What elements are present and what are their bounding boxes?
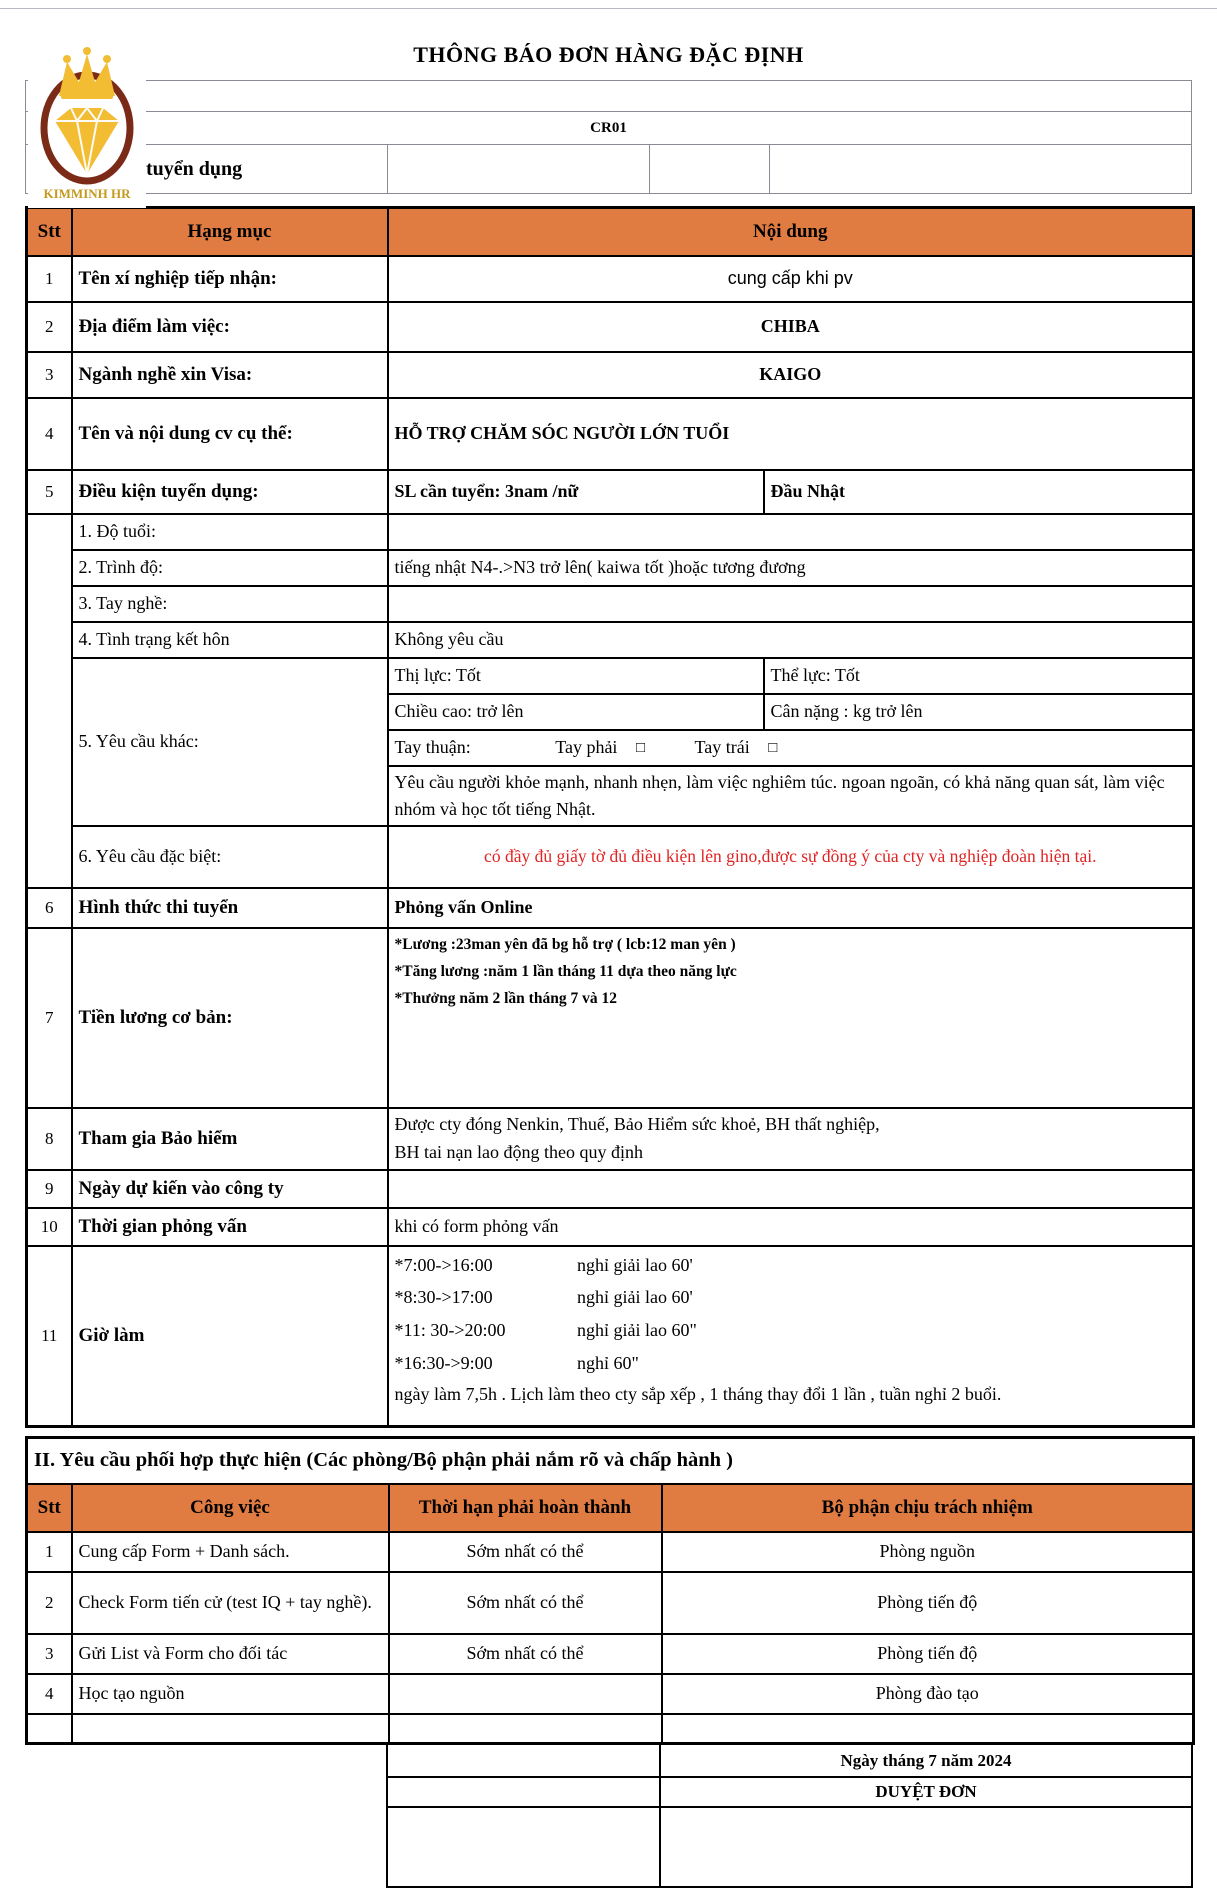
row-work-location — [27, 302, 1194, 352]
age-value — [388, 514, 1194, 550]
schedule-time: *11: 30->20:00 — [394, 1320, 506, 1340]
task-row — [27, 1532, 1194, 1572]
insurance-details — [388, 1108, 1194, 1170]
row2-value: CHIBA — [388, 302, 1194, 352]
hand-left-label: Tay trái — [694, 737, 750, 757]
salary-details — [388, 928, 1194, 1108]
row9-label: Ngày dự kiến vào công ty — [72, 1170, 388, 1208]
age-label: 1. Độ tuổi: — [72, 514, 388, 550]
task-no: 4 — [27, 1674, 72, 1714]
row5-entry: Đầu Nhật — [764, 470, 1194, 514]
empty-task-row — [27, 1714, 1194, 1744]
form-code-row — [25, 112, 1192, 145]
row8-label: Tham gia Bảo hiểm — [72, 1108, 388, 1170]
left-hand-checkbox[interactable]: □ — [768, 740, 778, 756]
sec-header-stt: Stt — [27, 1484, 72, 1532]
right-hand-checkbox[interactable]: □ — [635, 740, 645, 756]
empty-cell — [662, 1714, 1194, 1744]
row10-no: 10 — [27, 1208, 72, 1246]
insurance-line: BH tai nạn lao động theo quy định — [394, 1141, 643, 1162]
row3-no: 3 — [27, 352, 72, 398]
empty-cell — [72, 1714, 389, 1744]
row1-value: cung cấp khi pv — [388, 256, 1194, 302]
date-row — [25, 1745, 1192, 1777]
task-department: Phòng tiến độ — [662, 1634, 1194, 1674]
schedule-break: nghỉ giải lao 60' — [577, 1287, 693, 1308]
weight-value: Cân nặng : kg trở lên — [764, 694, 1194, 730]
header-stt: Stt — [27, 208, 72, 256]
row11-no: 11 — [27, 1246, 72, 1427]
section2-heading-row — [27, 1438, 1194, 1484]
row4-label: Tên và nội dung cv cụ thể: — [72, 398, 388, 470]
page-top-rule — [0, 8, 1217, 9]
task-department: Phòng nguồn — [662, 1532, 1194, 1572]
row10-label: Thời gian phỏng vấn — [72, 1208, 388, 1246]
row3-label: Ngành nghề xin Visa: — [72, 352, 388, 398]
task-name: Check Form tiến cử (test IQ + tay nghề). — [72, 1572, 389, 1634]
approval-block — [25, 1745, 1193, 1888]
marriage-label: 4. Tình trạng kết hôn — [72, 622, 388, 658]
schedule-time: *7:00->16:00 — [394, 1254, 493, 1275]
spacer-cell — [25, 1745, 387, 1777]
row2-label: Địa điểm làm việc: — [72, 302, 388, 352]
hand-label: Tay thuận: — [394, 737, 471, 757]
company-logo — [28, 32, 146, 208]
task-no: 3 — [27, 1634, 72, 1674]
row-base-salary — [27, 928, 1194, 1108]
schedule-break: nghỉ giải lao 60' — [577, 1254, 693, 1275]
task-row — [27, 1572, 1194, 1634]
recruit-empty-cell-2 — [649, 145, 769, 193]
row3-value: KAIGO — [388, 352, 1194, 398]
schedule-break: nghỉ giải lao 60" — [577, 1320, 697, 1340]
level-value: tiếng nhật N4-.>N3 trở lên( kaiwa tốt )hoặc tương đương — [388, 550, 1194, 586]
vision-value: Thị lực: Tốt — [388, 658, 764, 694]
coordination-table — [25, 1436, 1195, 1745]
empty-cell — [389, 1714, 662, 1744]
empty-box-cell — [387, 1807, 660, 1887]
working-hours-note: ngày làm 7,5h . Lịch làm theo cty sắp xếp , 1 tháng thay đổi 1 lần , tuần nghỉ 2 buổi. — [394, 1383, 1002, 1404]
schedule-line — [395, 1347, 1187, 1380]
row-skill — [27, 586, 1194, 622]
row9-no: 9 — [27, 1170, 72, 1208]
row6-no: 6 — [27, 888, 72, 928]
task-department: Phòng tiến độ — [662, 1572, 1194, 1634]
page-title: THÔNG BÁO ĐƠN HÀNG ĐẶC ĐỊNH — [413, 42, 804, 67]
signature-area-row — [25, 1807, 1192, 1887]
row1-label: Tên xí nghiệp tiếp nhận: — [72, 256, 388, 302]
row1-no: 1 — [27, 256, 72, 302]
row-working-hours — [27, 1246, 1194, 1427]
task-no: 1 — [27, 1532, 72, 1572]
insurance-line: Được cty đóng Nenkin, Thuế, Bảo Hiểm sức khoẻ, BH thất nghiệp, — [394, 1113, 880, 1134]
task-row — [27, 1634, 1194, 1674]
recruit-row — [25, 145, 1192, 194]
row5-quantity: SL cần tuyển: 3nam /nữ — [388, 470, 764, 514]
other-requirements-label: 5. Yêu cầu khác: — [72, 658, 388, 826]
task-name: Học tạo nguồn — [72, 1674, 389, 1714]
row-recruit-conditions — [27, 470, 1194, 514]
task-name: Gửi List và Form cho đối tác — [72, 1634, 389, 1674]
empty-cell — [27, 1714, 72, 1744]
salary-line: *Tăng lương :năm 1 lần tháng 11 dựa theo năng lực — [394, 962, 737, 980]
date-line: Ngày tháng 7 năm 2024 — [660, 1745, 1192, 1777]
row6-label: Hình thức thi tuyển — [72, 888, 388, 928]
cond-group-stt — [27, 514, 72, 888]
empty-box-cell — [387, 1777, 660, 1807]
physical-value: Thể lực: Tốt — [764, 658, 1194, 694]
sec-header-deadline: Thời hạn phải hoàn thành — [389, 1484, 662, 1532]
row-interview-time — [27, 1208, 1194, 1246]
row-exam-format — [27, 888, 1194, 928]
section2-header-row — [27, 1484, 1194, 1532]
row2-no: 2 — [27, 302, 72, 352]
row-insurance — [27, 1108, 1194, 1170]
form-code: CR01 — [590, 119, 627, 136]
kimminh-logo-graphic — [28, 32, 146, 208]
sec-header-department: Bộ phận chịu trách nhiệm — [662, 1484, 1194, 1532]
working-hours-details — [388, 1246, 1194, 1427]
task-row — [27, 1674, 1194, 1714]
row-expected-entry-date — [27, 1170, 1194, 1208]
sec-header-task: Công việc — [72, 1484, 389, 1532]
task-department: Phòng đào tạo — [662, 1674, 1194, 1714]
main-order-table — [25, 206, 1195, 1428]
marriage-value: Không yêu cầu — [388, 622, 1194, 658]
section2-heading: II. Yêu cầu phối hợp thực hiện (Các phòng/Bộ phận phải nắm rõ và chấp hành ) — [27, 1438, 1194, 1484]
table-header-row — [27, 208, 1194, 256]
task-deadline — [389, 1674, 662, 1714]
schedule-line — [395, 1314, 1187, 1347]
row-special-requirement — [27, 826, 1194, 888]
row5-label: Điều kiện tuyển dụng: — [72, 470, 388, 514]
recruit-empty-cell-1 — [387, 145, 649, 193]
approval-label-row — [25, 1777, 1192, 1807]
schedule-line — [395, 1249, 1187, 1282]
salary-line: *Lương :23man yên đã bg hỗ trợ ( lcb:12 man yên ) — [394, 935, 736, 953]
header-category: Hạng mục — [72, 208, 388, 256]
general-requirement-text: Yêu cầu người khỏe mạnh, nhanh nhẹn, làm việc nghiêm túc. ngoan ngoãn, có khả năng quan sát, làm việc nhóm và học tốt tiếng Nhật. — [388, 766, 1194, 826]
task-deadline: Sớm nhất có thể — [389, 1532, 662, 1572]
level-label: 2. Trình độ: — [72, 550, 388, 586]
schedule-break: nghỉ 60" — [577, 1352, 639, 1373]
row9-value — [388, 1170, 1194, 1208]
recruit-label: tuyển dụng — [146, 157, 243, 180]
row8-no: 8 — [27, 1108, 72, 1170]
spacer-cell — [25, 1807, 387, 1887]
row7-label: Tiền lương cơ bản: — [72, 928, 388, 1108]
row-visa-industry — [27, 352, 1194, 398]
hand-cell — [388, 730, 1194, 766]
special-requirement-text: có đầy đủ giấy tờ đủ điều kiện lên gino,được sự đồng ý của cty và nghiệp đoàn hiện tại. — [388, 826, 1194, 888]
row4-no: 4 — [27, 398, 72, 470]
row-company-name — [27, 256, 1194, 302]
row6-value: Phỏng vấn Online — [388, 888, 1194, 928]
skill-value — [388, 586, 1194, 622]
row7-no: 7 — [27, 928, 72, 1108]
skill-label: 3. Tay nghề: — [72, 586, 388, 622]
height-value: Chiều cao: trở lên — [388, 694, 764, 730]
row-job-description — [27, 398, 1194, 470]
task-no: 2 — [27, 1572, 72, 1634]
title-row — [25, 30, 1192, 81]
logo-text: KIMMINH HR — [43, 186, 131, 201]
task-name: Cung cấp Form + Danh sách. — [72, 1532, 389, 1572]
hand-right-label: Tay phải — [555, 737, 618, 757]
row11-label: Giờ làm — [72, 1246, 388, 1427]
schedule-time: *16:30->9:00 — [394, 1352, 493, 1373]
row-vision-physical — [27, 658, 1194, 694]
header-content: Nội dung — [388, 208, 1194, 256]
schedule-time: *8:30->17:00 — [394, 1287, 493, 1308]
row-level — [27, 550, 1194, 586]
row10-value: khi có form phỏng vấn — [388, 1208, 1194, 1246]
approval-label: DUYỆT ĐƠN — [660, 1777, 1192, 1807]
task-deadline: Sớm nhất có thể — [389, 1572, 662, 1634]
document-sheet — [25, 30, 1192, 1888]
spacer-cell — [25, 1777, 387, 1807]
row5-no: 5 — [27, 470, 72, 514]
row-marriage — [27, 622, 1194, 658]
row4-value: HỖ TRỢ CHĂM SÓC NGƯỜI LỚN TUỔI — [388, 398, 1194, 470]
salary-line: *Thưởng năm 2 lần tháng 7 và 12 — [394, 989, 617, 1007]
signature-area — [660, 1807, 1192, 1887]
recruit-empty-cell-3 — [769, 145, 1191, 193]
header-empty-row — [25, 81, 1192, 112]
empty-box-cell — [387, 1745, 660, 1777]
schedule-line — [395, 1281, 1187, 1314]
task-deadline: Sớm nhất có thể — [389, 1634, 662, 1674]
special-label: 6. Yêu cầu đặc biệt: — [72, 826, 388, 888]
row-age — [27, 514, 1194, 550]
